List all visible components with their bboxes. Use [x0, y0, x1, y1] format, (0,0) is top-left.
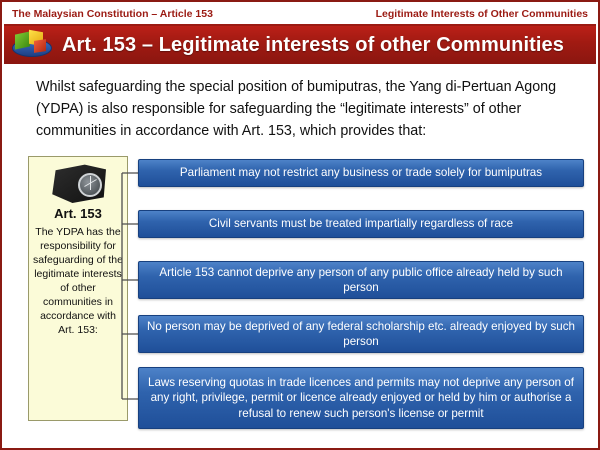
list-item — [138, 261, 584, 299]
list-item-text: Article 153 cannot deprive any person of any public office already held by such person — [159, 265, 563, 294]
callout-body: The YDPA has the responsibility for safeguarding of the legitimate interests of other communities in accordance with Art. 153: — [33, 226, 123, 337]
header-right-title: Legitimate Interests of Other Communities — [375, 8, 588, 20]
list-item-text: Laws reserving quotas in trade licences and permits may not deprive any person of any right, privilege, permit or licence already enjoyed or held by him or authorise a refusal to renew such person's license or permit — [148, 376, 574, 420]
callout-title: Art. 153 — [54, 206, 102, 221]
title-banner — [4, 26, 596, 64]
list-item — [138, 367, 584, 429]
page-title: Art. 153 – Legitimate interests of other Communities — [62, 33, 564, 56]
list-item-text: Civil servants must be treated impartially regardless of race — [208, 217, 514, 231]
slide-header — [4, 4, 596, 24]
malaysia-coat-of-arms-icon — [50, 163, 106, 203]
list-item — [138, 315, 584, 353]
intro-paragraph: Whilst safeguarding the special position of bumiputras, the Yang di-Pertuan Agong (YDPA) is also responsible for safeguarding the “legitimate interests” of other communities in accordance with Art. 153, which provides that: — [36, 79, 557, 140]
list-item-text: No person may be deprived of any federal scholarship etc. already enjoyed by such person — [147, 319, 575, 348]
list-item-text: Parliament may not restrict any business or trade solely for bumiputras — [179, 166, 543, 180]
article-153-callout — [28, 156, 128, 421]
list-item — [138, 159, 584, 187]
list-item — [138, 210, 584, 238]
header-left-title: The Malaysian Constitution – Article 153 — [12, 8, 213, 20]
colored-cubes-disc-logo-icon — [6, 27, 60, 63]
